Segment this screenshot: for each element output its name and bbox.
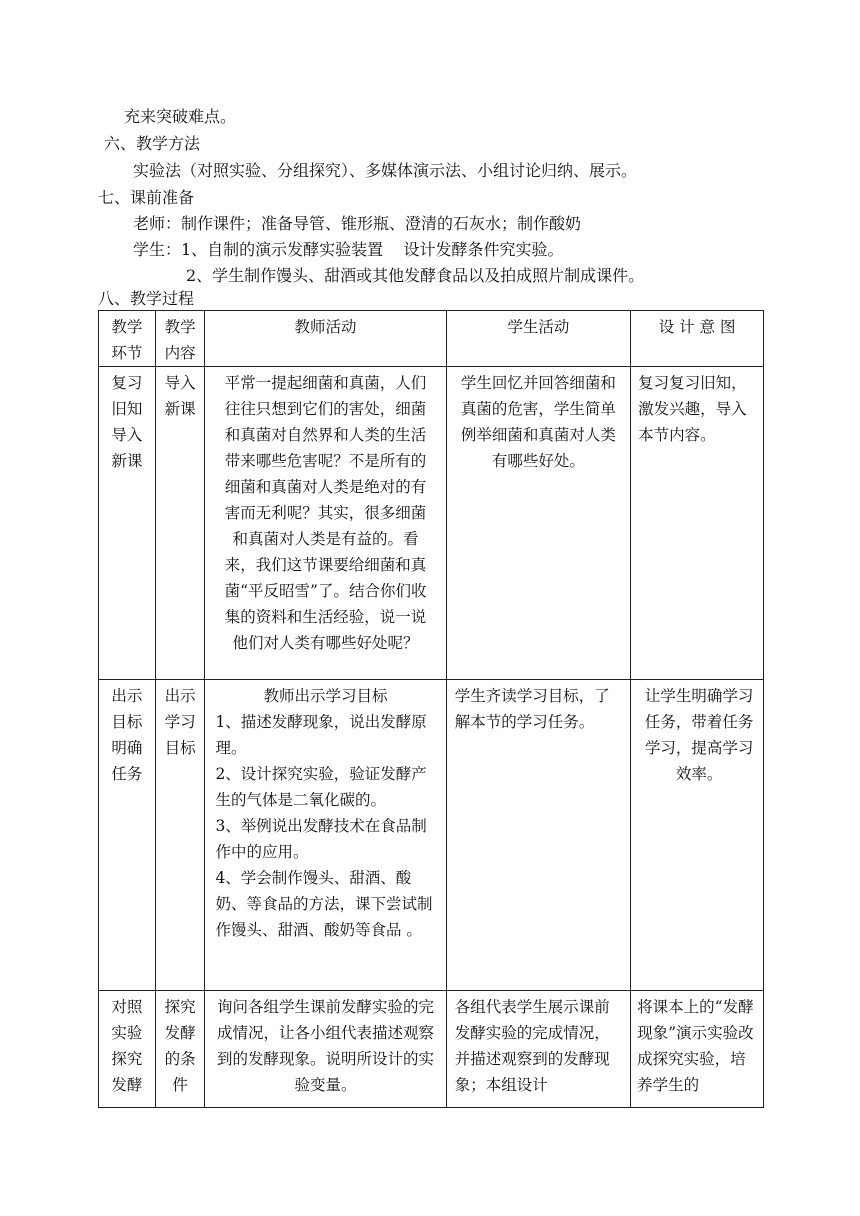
- row3-intent: 将课本上的“发酵现象”演示实验改成探究实验，培养学生的: [631, 991, 764, 1108]
- table-row: [99, 367, 764, 680]
- row2-teacher-item2: 2、设计探究实验，验证发酵产生的气体是二氧化碳的。: [215, 765, 427, 809]
- header-stage: 教学环节: [99, 311, 156, 367]
- row1-student: 学生回忆并回答细菌和真菌的危害，学生简单例举细菌和真菌对人类有哪些好处。: [446, 367, 630, 680]
- row2-stage: 出示目标明确任务: [99, 680, 156, 991]
- header-teacher: 教师活动: [205, 311, 446, 367]
- row1-stage: 复习旧知导入新课: [99, 367, 156, 680]
- row2-student: 学生齐读学习目标，了解本节的学习任务。: [446, 680, 630, 991]
- row1-teacher-text: 平常一提起细菌和真菌，人们往往只想到它们的害处，细菌和真菌对自然界和人类的生活带来哪些危害呢？不是所有的细菌和真菌对人类是绝对的有害而无利呢？其实，很多细菌和真菌对人类是有益的。看来，我们这节课要给细菌和真菌“平反昭雪”了。结合你们收集的资料和生活经验，说一说他们对人类有哪些好处呢？: [224, 374, 427, 652]
- row2-teacher-title: 教师出示学习目标: [263, 687, 388, 705]
- row2-teacher-item3: 3、举例说出发酵技术在食品制作中的应用。: [215, 817, 427, 861]
- section-6-body: 实验法（对照实验、分组探究）、多媒体演示法、小组讨论归纳、展示。: [133, 161, 638, 180]
- table-header-row: [99, 311, 764, 367]
- row3-teacher-text: 询问各组学生课前发酵实验的完成情况，让各小组代表描述观察到的发酵现象。说明所设计的实验变量。: [217, 998, 435, 1094]
- header-content: 教学内容: [155, 311, 205, 367]
- student-prep-1: 学生：1、自制的演示发酵实验装置 设计发酵条件究实验。: [133, 240, 564, 259]
- row1-content: 导入新课: [155, 367, 205, 680]
- section-6-heading: 六、教学方法: [104, 134, 201, 153]
- row1-teacher: [205, 367, 446, 680]
- teaching-process-table: [98, 310, 764, 1108]
- row2-intent: 让学生明确学习任务，带着任务学习，提高学习效率。: [631, 680, 764, 991]
- intro-continuation: 充来突破难点。: [124, 107, 237, 126]
- teacher-prep: 老师：制作课件；准备导管、锥形瓶、澄清的石灰水；制作酸奶: [133, 214, 582, 233]
- table-row: [99, 680, 764, 991]
- row3-stage: 对照实验探究发酵: [99, 991, 156, 1108]
- row1-intent: 复习复习旧知，激发兴趣，导入本节内容。: [631, 367, 764, 680]
- section-7-heading: 七、课前准备: [98, 188, 195, 207]
- row3-teacher: [205, 991, 446, 1108]
- row3-student: 各组代表学生展示课前发酵实验的完成情况，并描述观察到的发酵现象；本组设计: [446, 991, 630, 1108]
- row2-teacher-item4: 4、学会制作馒头、甜酒、酸奶、等食品的方法，课下尝试制作馒头、甜酒、酸奶等食品 。: [215, 869, 433, 939]
- row2-content: 出示学习目标: [155, 680, 205, 991]
- student-prep-2: 2、学生制作馒头、甜酒或其他发酵食品以及拍成照片制成课件。: [186, 266, 645, 285]
- header-student: 学生活动: [446, 311, 630, 367]
- table-row: [99, 991, 764, 1108]
- section-8-heading: 八、教学过程: [98, 289, 195, 308]
- header-intent: 设 计 意 图: [631, 311, 764, 367]
- row2-teacher-item1: 1、描述发酵现象，说出发酵原理。: [215, 713, 427, 757]
- row2-teacher: [205, 680, 446, 991]
- row3-content: 探究发酵的条件: [155, 991, 205, 1108]
